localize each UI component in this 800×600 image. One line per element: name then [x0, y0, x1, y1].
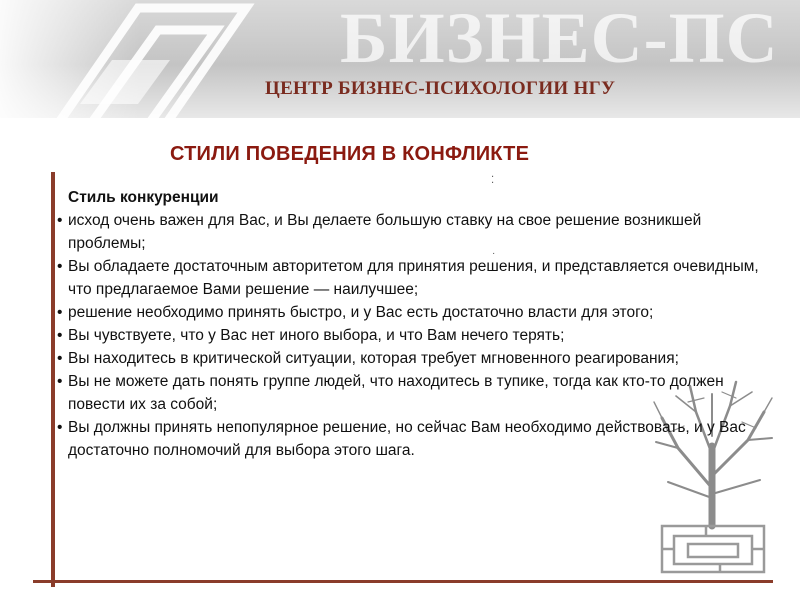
bullet-icon: •: [57, 350, 63, 367]
stray-dot-mark: ⁚: [491, 175, 495, 186]
list-item: [57, 255, 775, 301]
slide-subtitle: Стиль конкуренции: [68, 189, 219, 206]
brand-watermark: БИЗНЕС-ПС: [340, 0, 779, 78]
list-item-text: Вы не можете дать понять группе людей, что находитесь в тупике, тогда как кто-то должен повести их за собой;: [68, 373, 724, 413]
list-item-text: Вы находитесь в критической ситуации, которая требует мгновенного реагирования;: [68, 350, 679, 367]
list-item: [57, 301, 775, 324]
left-rule: [51, 172, 55, 587]
list-item-text: исход очень важен для Вас, и Вы делаете большую ставку на свое решение возникшей проблемы;: [68, 212, 702, 252]
list-item: [57, 416, 775, 462]
slide-content: [57, 186, 775, 462]
center-logo-icon: [20, 0, 270, 165]
list-item: [57, 370, 775, 416]
list-item-text: Вы должны принять непопулярное решение, но сейчас Вам необходимо действовать, и у Вас достаточно полномочий для выбора этого шага.: [68, 419, 746, 459]
bullet-icon: •: [57, 327, 63, 344]
list-item-text: решение необходимо принять быстро, и у Вас есть достаточно власти для этого;: [68, 304, 654, 321]
list-item: [57, 209, 775, 255]
bullet-icon: •: [57, 304, 63, 321]
list-item-text: Вы чувствуете, что у Вас нет иного выбора, и что Вам нечего терять;: [68, 327, 565, 344]
bullet-icon: •: [57, 212, 63, 229]
bullet-icon: •: [57, 258, 63, 275]
bottom-rule: [33, 580, 773, 583]
slide-title: СТИЛИ ПОВЕДЕНИЯ В КОНФЛИКТЕ: [170, 143, 530, 165]
stray-dot-mark: ·: [492, 248, 496, 259]
bullet-icon: •: [57, 373, 63, 390]
bullet-icon: •: [57, 419, 63, 436]
list-item: [57, 347, 775, 370]
list-item: [57, 324, 775, 347]
list-item-text: Вы обладаете достаточным авторитетом для принятия решения, и представляется очевидным, что предлагаемое Вами решение — наилучшее;: [68, 258, 759, 298]
center-name: ЦЕНТР БИЗНЕС-ПСИХОЛОГИИ НГУ: [265, 78, 616, 99]
bullet-list: [57, 209, 775, 462]
